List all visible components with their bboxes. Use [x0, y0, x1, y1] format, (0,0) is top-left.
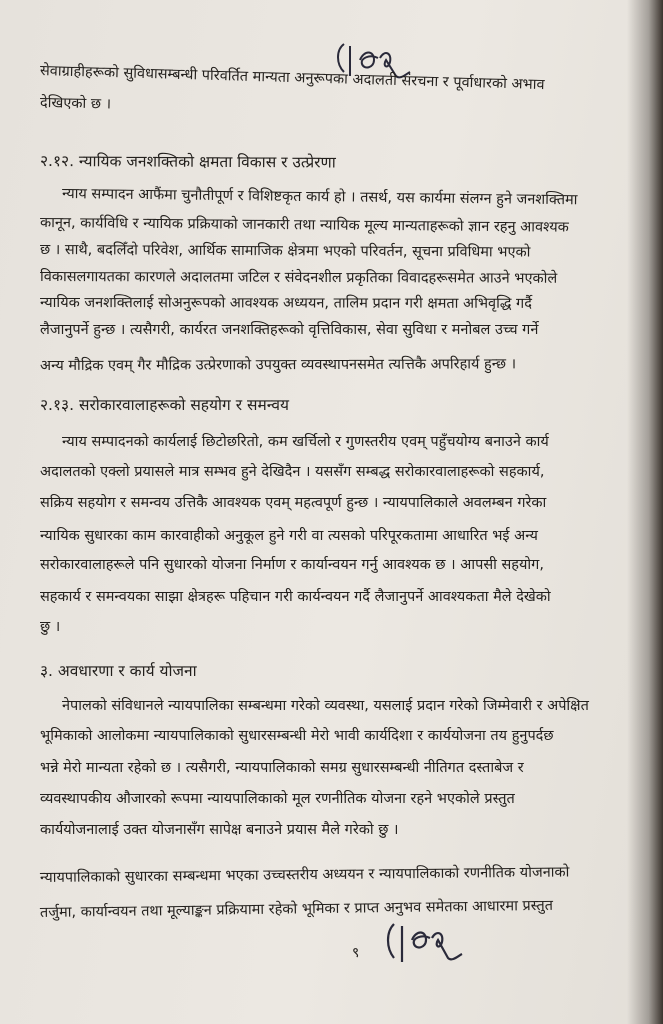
line-13: अदालतको एक्लो प्रयासले मात्र सम्भव हुने देखिदैन । यससँग सम्बद्ध सरोकारवालाहरूको सहकार्य, [40, 464, 545, 480]
line-6: छ । साथै, बदलिँदो परिवेश, आर्थिक सामाजिक क्षेत्रमा भएको परिवर्तन, सूचना प्रविधिमा भएको [39, 242, 531, 261]
line-9: लैजानुपर्ने हुन्छ । त्यसैगरी, कार्यरत जनशक्तिहरूको वृत्तिविकास, सेवा सुविधा र मनोबल उच्च गर्ने [40, 322, 539, 338]
line-1: सेवाग्राहीहरूको सुविधासम्बन्धी परिवर्तित मान्यता अनुरूपका अदालती संरचना र पूर्वाधारको अभाव [39, 63, 545, 94]
line-16: सरोकारवालाहरूले पनि सुधारको योजना निर्माण र कार्यान्वयन गर्नु आवश्यक छ । आपसी सहयोग, [40, 557, 544, 573]
line-17: सहकार्य र समन्वयका साझा क्षेत्रहरू पहिचान गरी कार्यन्वयन गर्दै लैजानुपर्ने आवश्यकता मैले देखेको [40, 589, 551, 605]
line-22: भन्ने मेरो मान्यता रहेको छ । त्यसैगरी, न्यायपालिकाको समग्र सुधारसम्बन्धी नीतिगत दस्ताबेज र [40, 760, 524, 776]
line-26: तर्जुमा, कार्यान्वयन तथा मूल्याङ्कन प्रक्रियामा रहेको भूमिका र प्राप्त अनुभव समेतका आधारमा प्रस्तुत [39, 897, 554, 921]
line-10: अन्य मौद्रिक एवम् गैर मौद्रिक उत्प्रेरणाको उपयुक्त व्यवस्थापनसमेत त्यत्तिकै अपरिहार्य हुन्छ । [39, 356, 517, 374]
page-edge-shadow [627, 0, 663, 1024]
section-heading-3: ३. अवधारणा र कार्य योजना [40, 662, 197, 680]
line-4: न्याय सम्पादन आफैंमा चुनौतीपूर्ण र विशिष्टकृत कार्य हो । तसर्थ, यस कार्यमा संलग्न हुने जनशक्तिमा [61, 186, 578, 209]
line-14: सक्रिय सहयोग र समन्वय उत्तिकै आवश्यक एवम् महत्वपूर्ण हुन्छ । न्यायपालिकाले अवलम्बन गरेका [40, 495, 547, 511]
line-20: नेपालको संविधानले न्यायपालिका सम्बन्धमा गरेको व्यवस्था, यसलाई प्रदान गरेको जिम्मेवारी र अपेक्षित [62, 698, 589, 714]
line-5: कानून, कार्यविधि र न्यायिक प्रक्रियाको जानकारी तथा न्यायिक मूल्य मान्यताहरूको ज्ञान रहनु आवश्यक [39, 215, 569, 236]
line-25: न्यायपालिकाको सुधारका सम्बन्धमा भएका उच्चस्तरीय अध्ययन र न्यायपालिकाको रणनीतिक योजनाको [39, 864, 570, 886]
line-15: न्यायिक सुधारका काम कारवाहीको अनुकूल हुने गरी वा त्यसको परिपूरकतामा आधारित भई अन्य [40, 528, 538, 544]
line-12: न्याय सम्पादनको कार्यलाई छिटोछरितो, कम खर्चिलो र गुणस्तरीय एवम् पहुँचयोग्य बनाउने कार्य [62, 434, 549, 450]
bottom-signature [380, 912, 470, 970]
section-heading-2-12: २.१२. न्यायिक जनशक्तिको क्षमता विकास र उत्प्रेरणा [39, 152, 336, 172]
line-18: छु । [40, 619, 61, 635]
line-8: न्यायिक जनशक्तिलाई सोअनुरूपको आवश्यक अध्ययन, तालिम प्रदान गरी क्षमता अभिवृद्धि गर्दै [39, 295, 532, 312]
line-23: व्यवस्थापकीय औजारको रूपमा न्यायपालिकाको मूल रणनीतिक योजना रहने भएकोले प्रस्तुत [40, 791, 515, 807]
line-7: विकासलगायतका कारणले अदालतमा जटिल र संवेदनशील प्रकृतिका विवादहरूसमेत आउने भएकोले [39, 269, 558, 287]
line-24: कार्ययोजनालाई उक्त योजनासँग सापेक्ष बनाउने प्रयास मैले गरेको छु । [40, 822, 399, 838]
section-heading-2-13: २.१३. सरोकारवालाहरूको सहयोग र समन्वय [40, 396, 289, 414]
page-number: ९ [352, 945, 360, 961]
line-2: देखिएको छ । [39, 95, 112, 113]
line-21: भूमिकाको आलोकमा न्यायपालिकाको सुधारसम्बन्धी मेरो भावी कार्यदिशा र कार्ययोजना तय हुनुपर्दछ [40, 728, 554, 744]
